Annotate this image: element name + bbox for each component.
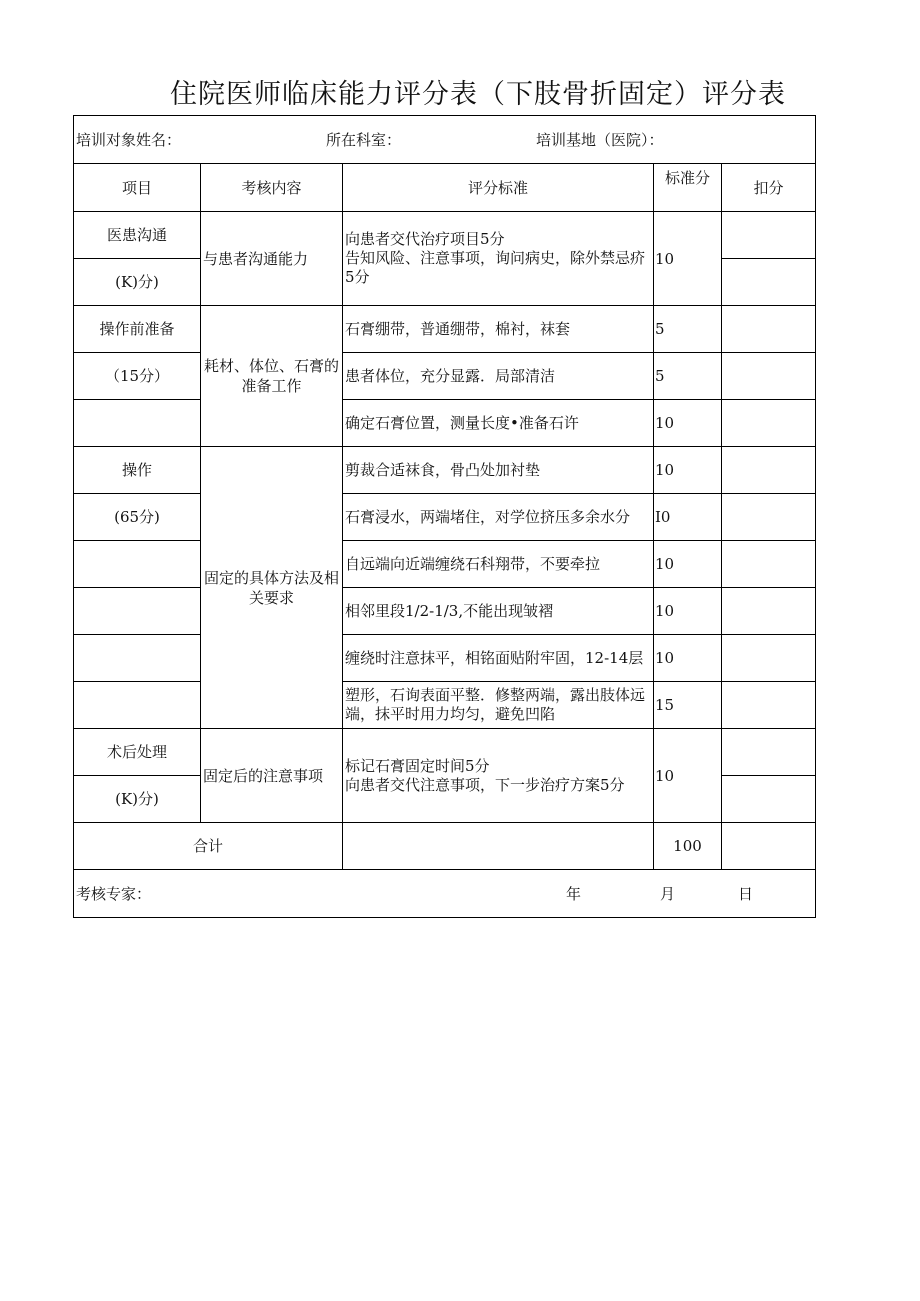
trainee-info-row bbox=[74, 116, 816, 164]
header-content: 考核内容 bbox=[201, 164, 343, 212]
day-label: 日 bbox=[738, 884, 754, 903]
table-row bbox=[74, 400, 816, 447]
criteria-text: 自远端向近端缠绕石科翔带，不要牵拉 bbox=[343, 541, 654, 588]
criteria-text: 相邻里段1/2-1/3,不能出现皱褶 bbox=[343, 588, 654, 635]
empty-item-cell bbox=[74, 635, 201, 682]
table-row bbox=[74, 588, 816, 635]
header-criteria: 评分标准 bbox=[343, 164, 654, 212]
empty-item-cell bbox=[74, 588, 201, 635]
table-row bbox=[74, 212, 816, 259]
section-score: (K)分) bbox=[74, 776, 201, 823]
training-base-label: 培训基地（医院）： bbox=[536, 130, 664, 149]
table-row bbox=[74, 353, 816, 400]
total-row bbox=[74, 823, 816, 870]
examiner-cell bbox=[74, 870, 816, 918]
examiner-row bbox=[74, 870, 816, 918]
assessment-content: 耗材、体位、石膏的准备工作 bbox=[201, 306, 343, 447]
table-row bbox=[74, 541, 816, 588]
standard-score: 10 bbox=[654, 541, 722, 588]
standard-score: 10 bbox=[654, 635, 722, 682]
deduction-cell[interactable] bbox=[722, 776, 816, 823]
header-standard-score: 标准分 bbox=[654, 164, 722, 212]
deduction-cell[interactable] bbox=[722, 494, 816, 541]
empty-item-cell bbox=[74, 682, 201, 729]
assessment-content: 与患者沟通能力 bbox=[201, 212, 343, 306]
deduction-cell[interactable] bbox=[722, 400, 816, 447]
header-deduction: 扣分 bbox=[722, 164, 816, 212]
total-deduction-cell[interactable] bbox=[722, 823, 816, 870]
standard-score: 15 bbox=[654, 682, 722, 729]
table-row bbox=[74, 682, 816, 729]
table-row bbox=[74, 494, 816, 541]
table-header-row bbox=[74, 164, 816, 212]
table-row bbox=[74, 447, 816, 494]
month-label: 月 bbox=[660, 884, 676, 903]
section-name: 医患沟通 bbox=[74, 212, 201, 259]
page-title: 住院医师临床能力评分表（下肢骨折固定）评分表 bbox=[170, 79, 786, 110]
section-score: (65分) bbox=[74, 494, 201, 541]
table-row bbox=[74, 729, 816, 776]
total-criteria-cell bbox=[343, 823, 654, 870]
deduction-cell[interactable] bbox=[722, 306, 816, 353]
criteria-text: 患者体位，充分显露．局部清洁 bbox=[343, 353, 654, 400]
criteria-text: 石膏浸水，两端堵住，对学位挤压多余水分 bbox=[343, 494, 654, 541]
deduction-cell[interactable] bbox=[722, 635, 816, 682]
standard-score: 5 bbox=[654, 306, 722, 353]
standard-score: 10 bbox=[654, 212, 722, 306]
deduction-cell[interactable] bbox=[722, 353, 816, 400]
standard-score: 10 bbox=[654, 400, 722, 447]
criteria-text: 塑形，石询表面平整．修整两端，露出肢体远端，抹平时用力均匀，避免凹陷 bbox=[343, 682, 654, 729]
standard-score: 10 bbox=[654, 447, 722, 494]
trainee-info-cell bbox=[74, 116, 816, 164]
trainee-name-label: 培训对象姓名： bbox=[76, 130, 182, 149]
criteria-text: 剪裁合适袜食，骨凸处加衬垫 bbox=[343, 447, 654, 494]
criteria-text: 确定石膏位置，测量长度•准备石许 bbox=[343, 400, 654, 447]
section-name: 操作 bbox=[74, 447, 201, 494]
section-name: 操作前准备 bbox=[74, 306, 201, 353]
deduction-cell[interactable] bbox=[722, 212, 816, 259]
scoring-table bbox=[73, 115, 816, 918]
assessment-content: 固定后的注意事项 bbox=[201, 729, 343, 823]
table-row bbox=[74, 306, 816, 353]
table-row bbox=[74, 635, 816, 682]
empty-item-cell bbox=[74, 541, 201, 588]
standard-score: 10 bbox=[654, 729, 722, 823]
standard-score: 10 bbox=[654, 588, 722, 635]
section-score: (K)分) bbox=[74, 259, 201, 306]
empty-item-cell bbox=[74, 400, 201, 447]
criteria-text: 标记石膏固定时间5分 向患者交代注意事项，下一步治疗方案5分 bbox=[343, 729, 654, 823]
section-name: 术后处理 bbox=[74, 729, 201, 776]
deduction-cell[interactable] bbox=[722, 447, 816, 494]
deduction-cell[interactable] bbox=[722, 682, 816, 729]
deduction-cell[interactable] bbox=[722, 729, 816, 776]
standard-score: 5 bbox=[654, 353, 722, 400]
year-label: 年 bbox=[566, 884, 582, 903]
assessment-content: 固定的具体方法及相关要求 bbox=[201, 447, 343, 729]
section-score: （15分） bbox=[74, 353, 201, 400]
criteria-text: 石膏绷带，普通绷带，棉衬，袜套 bbox=[343, 306, 654, 353]
header-item: 项目 bbox=[74, 164, 201, 212]
deduction-cell[interactable] bbox=[722, 588, 816, 635]
deduction-cell[interactable] bbox=[722, 541, 816, 588]
total-score: 100 bbox=[654, 823, 722, 870]
total-label: 合计 bbox=[74, 823, 343, 870]
department-label: 所在科室： bbox=[326, 130, 402, 149]
standard-score: I0 bbox=[654, 494, 722, 541]
criteria-text: 缠绕时注意抹平，相铭面贴附牢固，12-14层 bbox=[343, 635, 654, 682]
deduction-cell[interactable] bbox=[722, 259, 816, 306]
criteria-text: 向患者交代治疗项目5分 告知风险、注意事项，询问病史，除外禁忌疥5分 bbox=[343, 212, 654, 306]
examiner-label: 考核专家： bbox=[76, 884, 152, 903]
